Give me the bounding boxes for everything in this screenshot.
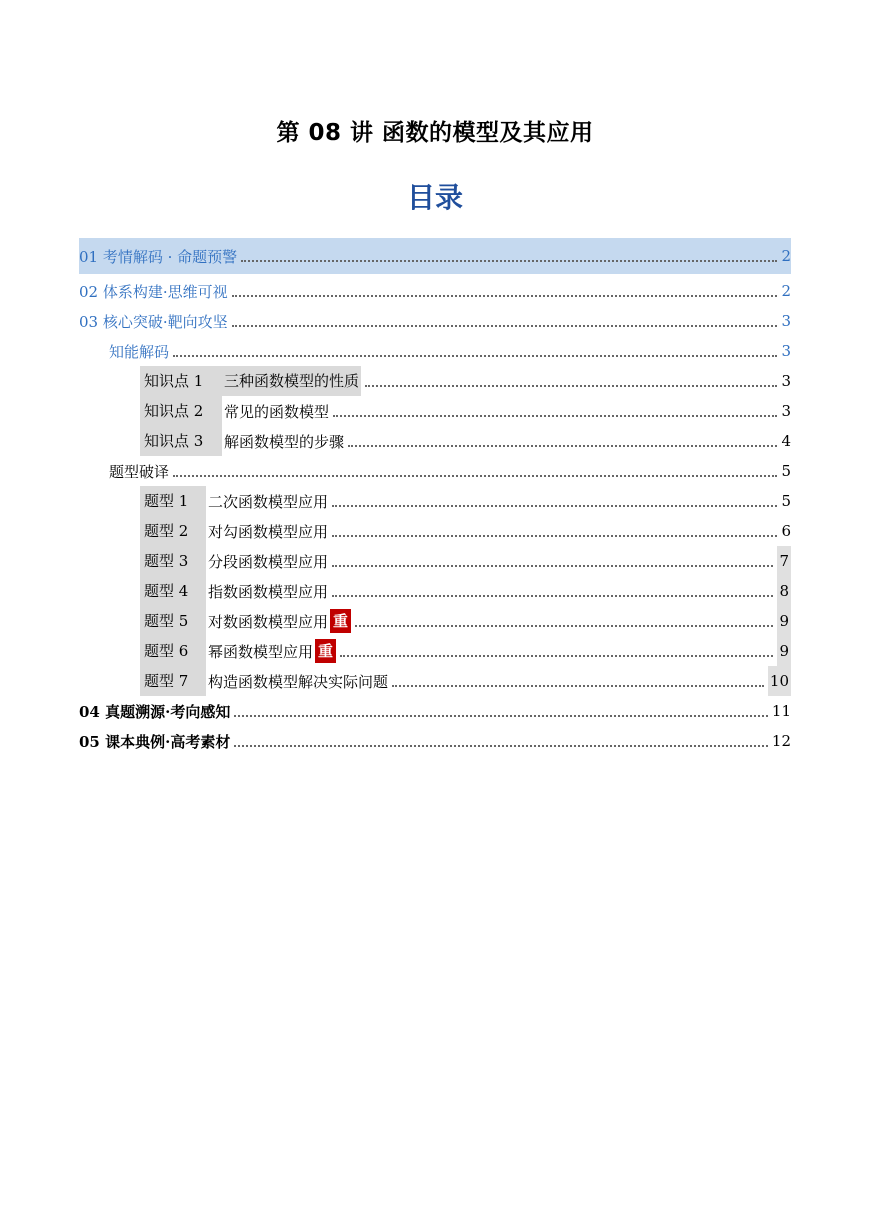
- toc-entry-prefix: 题型 3: [140, 546, 206, 576]
- toc-entry-02[interactable]: [79, 276, 791, 306]
- toc-entry-05[interactable]: [79, 726, 791, 756]
- toc-entry-tixing-poyi[interactable]: [109, 456, 791, 486]
- toc-entry-knowledge-1[interactable]: [140, 366, 791, 396]
- toc-entry-label: 幂函数模型应用: [208, 642, 314, 661]
- dot-leader: [234, 715, 768, 717]
- key-point-badge: 重: [330, 609, 351, 633]
- toc-entry-prefix: 知识点 1: [140, 366, 222, 396]
- dot-leader: [332, 535, 777, 537]
- toc-entry-knowledge-2[interactable]: [140, 396, 791, 426]
- toc-page-number: 7: [777, 546, 791, 576]
- toc-entry-label: 知能解码: [109, 342, 170, 361]
- dot-leader: [173, 475, 777, 477]
- toc-entry-01[interactable]: [79, 238, 791, 274]
- toc-page-number: 5: [781, 492, 791, 510]
- toc-page-number: 12: [771, 732, 791, 750]
- toc-page-number: 9: [777, 606, 791, 636]
- toc-entry-type-1[interactable]: [140, 486, 791, 516]
- dot-leader: [332, 565, 773, 567]
- toc-entry-prefix: 知识点 2: [140, 396, 222, 426]
- dot-leader: [332, 505, 777, 507]
- toc-entry-label: 04 真题溯源·考向感知: [79, 702, 231, 721]
- page-title: 第 08 讲 函数的模型及其应用: [276, 120, 594, 146]
- toc-page-number: 3: [781, 402, 791, 420]
- toc-entry-prefix: 题型 7: [140, 666, 206, 696]
- toc-page-number: 11: [771, 702, 791, 720]
- toc-entry-label: 题型破译: [109, 462, 170, 481]
- toc-page-number: 3: [781, 342, 791, 360]
- toc-entry-label: 构造函数模型解决实际问题: [208, 672, 389, 691]
- toc-entry-knowledge-3[interactable]: [140, 426, 791, 456]
- key-point-badge: 重: [315, 639, 336, 663]
- toc-entry-prefix: 题型 5: [140, 606, 206, 636]
- toc-entry-type-2[interactable]: [140, 516, 791, 546]
- toc-page-number: 4: [781, 432, 791, 450]
- toc-entry-label: 对数函数模型应用: [208, 612, 329, 631]
- dot-leader: [241, 260, 777, 262]
- toc-page-number: 8: [777, 576, 791, 606]
- toc-entry-prefix: 题型 6: [140, 636, 206, 666]
- toc-entry-label: 二次函数模型应用: [208, 492, 329, 511]
- toc-entry-label: 01 考情解码 · 命题预警: [79, 247, 238, 266]
- dot-leader: [392, 685, 764, 687]
- dot-leader: [232, 325, 778, 327]
- toc-entry-label: 解函数模型的步骤: [224, 432, 345, 451]
- toc-entry-label: 03 核心突破·靶向攻坚: [79, 312, 228, 331]
- toc-entry-type-7[interactable]: [140, 666, 791, 696]
- toc-page-number: 6: [781, 522, 791, 540]
- toc-entry-03[interactable]: [79, 306, 791, 336]
- toc-entry-type-5[interactable]: [140, 606, 791, 636]
- toc-entry-label: 指数函数模型应用: [208, 582, 329, 601]
- dot-leader: [173, 355, 777, 357]
- dot-leader: [333, 415, 777, 417]
- toc-page-number: 10: [768, 666, 791, 696]
- toc-page-number: 3: [781, 312, 791, 330]
- dot-leader: [234, 745, 768, 747]
- toc-entry-label: 05 课本典例·高考素材: [79, 732, 231, 751]
- toc-page-number: 5: [781, 462, 791, 480]
- toc-entry-type-4[interactable]: [140, 576, 791, 606]
- toc-entry-prefix: 知识点 3: [140, 426, 222, 456]
- toc-entry-prefix: 题型 4: [140, 576, 206, 606]
- toc-page-number: 3: [781, 372, 791, 390]
- toc-entry-zhineng[interactable]: [109, 336, 791, 366]
- toc-entry-label: 三种函数模型的性质: [222, 366, 361, 396]
- toc-entry-04[interactable]: [79, 696, 791, 726]
- toc-entry-prefix: 题型 2: [140, 516, 206, 546]
- toc-page-number: 2: [781, 247, 791, 265]
- dot-leader: [348, 445, 777, 447]
- toc-heading: 目录: [406, 181, 463, 214]
- dot-leader: [332, 595, 773, 597]
- toc-entry-label: 对勾函数模型应用: [208, 522, 329, 541]
- dot-leader: [340, 655, 773, 657]
- toc-entry-type-6[interactable]: [140, 636, 791, 666]
- toc-page-number: 2: [781, 282, 791, 300]
- dot-leader: [365, 385, 777, 387]
- toc-entry-label: 02 体系构建·思维可视: [79, 282, 228, 301]
- dot-leader: [232, 295, 778, 297]
- dot-leader: [355, 625, 773, 627]
- toc-entry-label: 分段函数模型应用: [208, 552, 329, 571]
- toc-entry-label: 常见的函数模型: [224, 402, 330, 421]
- toc-entry-type-3[interactable]: [140, 546, 791, 576]
- toc-entry-prefix: 题型 1: [140, 486, 206, 516]
- toc-page-number: 9: [777, 636, 791, 666]
